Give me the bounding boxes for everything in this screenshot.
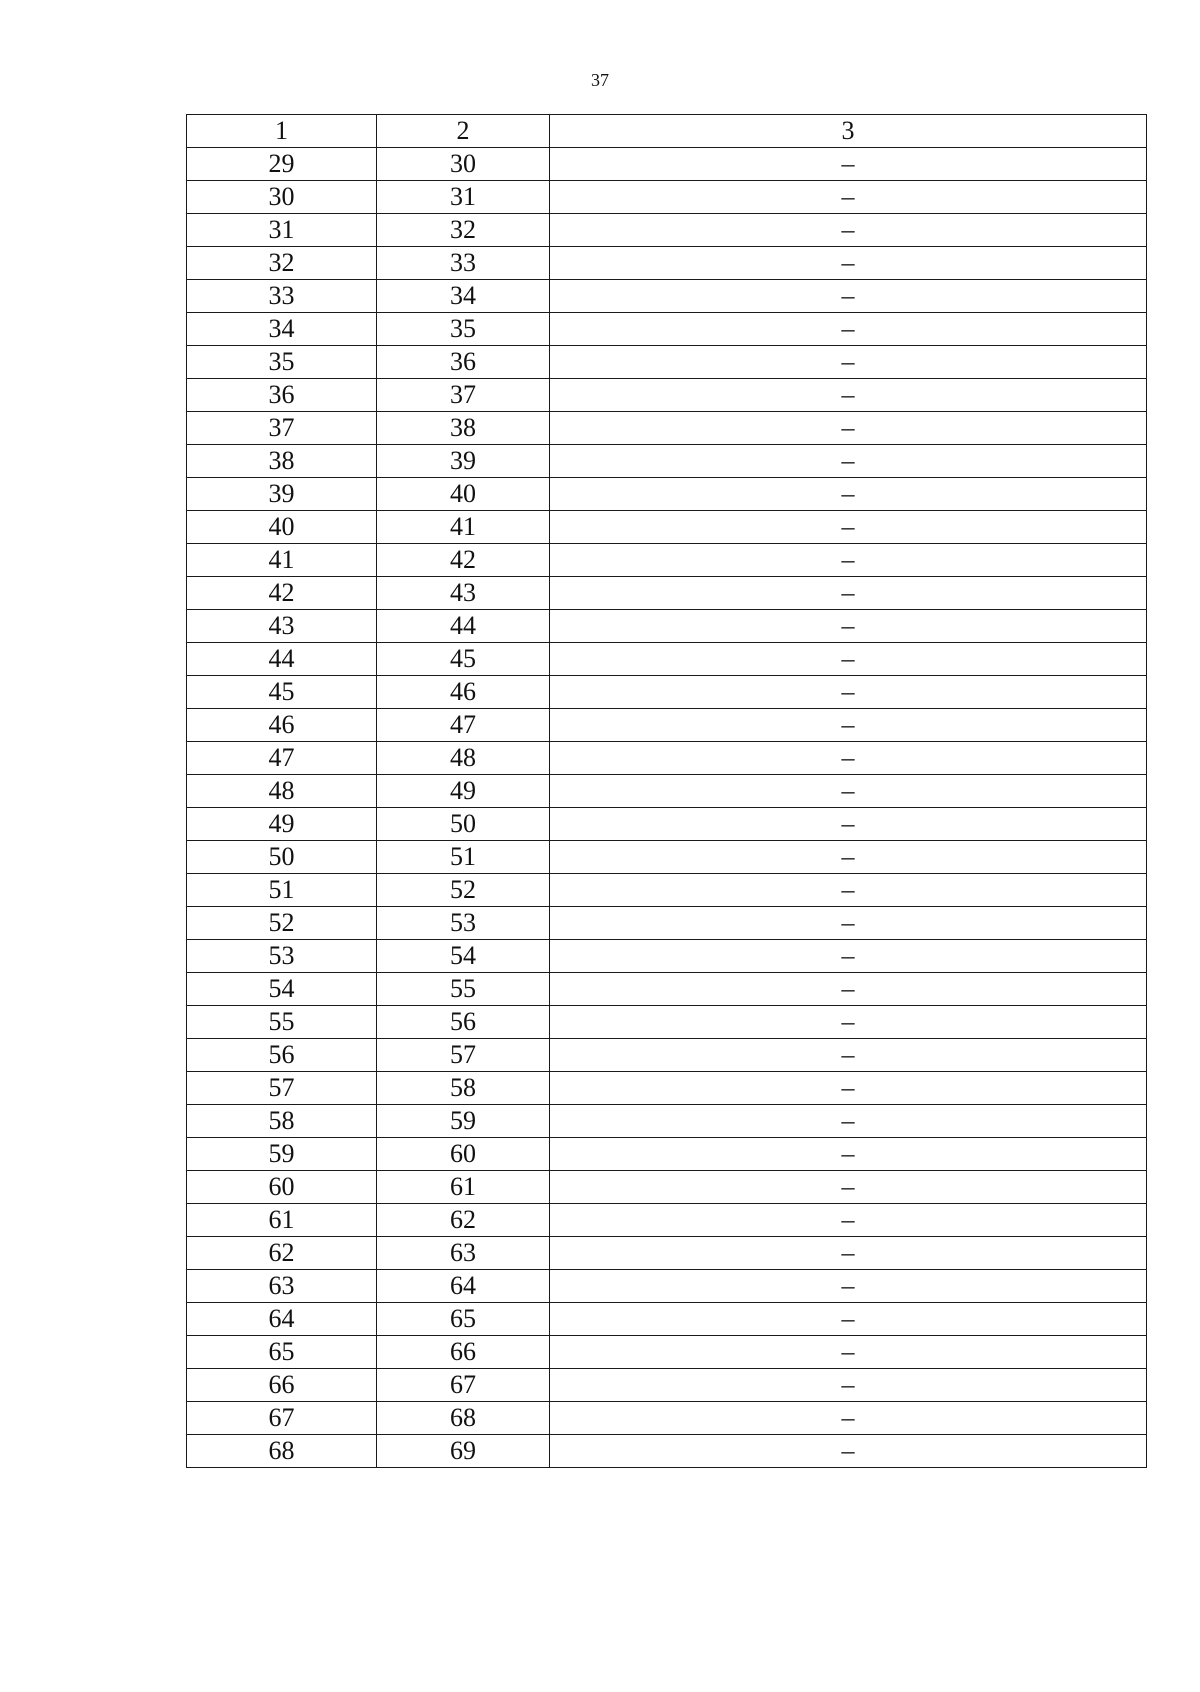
table-row <box>187 610 1147 643</box>
table-cell-col-1: 53 <box>187 940 377 973</box>
table-cell-col-1: 51 <box>187 874 377 907</box>
table-cell-col-1: 45 <box>187 676 377 709</box>
table-row <box>187 1105 1147 1138</box>
table-cell-col-3: – <box>550 775 1147 808</box>
table-cell-col-3: – <box>550 1435 1147 1468</box>
table-row <box>187 742 1147 775</box>
table-cell-col-2: 39 <box>377 445 550 478</box>
table-cell-col-1: 39 <box>187 478 377 511</box>
table-row <box>187 973 1147 1006</box>
table-cell-col-3: – <box>550 214 1147 247</box>
table-cell-col-3: – <box>550 577 1147 610</box>
table-row <box>187 1237 1147 1270</box>
table-cell-col-2: 32 <box>377 214 550 247</box>
table-row <box>187 1006 1147 1039</box>
table-cell-col-1: 32 <box>187 247 377 280</box>
table-row <box>187 511 1147 544</box>
table-cell-col-1: 68 <box>187 1435 377 1468</box>
table-cell-col-2: 56 <box>377 1006 550 1039</box>
table-row <box>187 709 1147 742</box>
table-cell-col-1: 35 <box>187 346 377 379</box>
table-cell-col-3: – <box>550 610 1147 643</box>
table-cell-col-1: 58 <box>187 1105 377 1138</box>
table-cell-col-3: – <box>550 445 1147 478</box>
table-cell-col-2: 57 <box>377 1039 550 1072</box>
table-cell-col-2: 48 <box>377 742 550 775</box>
table-cell-col-3: – <box>550 1303 1147 1336</box>
table-cell-col-2: 35 <box>377 313 550 346</box>
table-cell-col-1: 42 <box>187 577 377 610</box>
table-row <box>187 214 1147 247</box>
table-cell-col-1: 52 <box>187 907 377 940</box>
table-cell-col-2: 62 <box>377 1204 550 1237</box>
table-cell-col-2: 54 <box>377 940 550 973</box>
table-cell-col-2: 31 <box>377 181 550 214</box>
table-cell-col-1: 57 <box>187 1072 377 1105</box>
table-cell-col-2: 58 <box>377 1072 550 1105</box>
table-cell-col-2: 43 <box>377 577 550 610</box>
table-row <box>187 907 1147 940</box>
table-cell-col-1: 46 <box>187 709 377 742</box>
table-cell-col-2: 66 <box>377 1336 550 1369</box>
table-row <box>187 280 1147 313</box>
table-cell-col-1: 67 <box>187 1402 377 1435</box>
table-row <box>187 1171 1147 1204</box>
table-cell-col-1: 41 <box>187 544 377 577</box>
table-cell-col-3: – <box>550 412 1147 445</box>
table-row <box>187 346 1147 379</box>
table-cell-col-1: 30 <box>187 181 377 214</box>
table-cell-col-2: 63 <box>377 1237 550 1270</box>
table-row <box>187 379 1147 412</box>
table-cell-col-1: 66 <box>187 1369 377 1402</box>
table-cell-col-1: 49 <box>187 808 377 841</box>
table-cell-col-1: 63 <box>187 1270 377 1303</box>
table-cell-col-2: 60 <box>377 1138 550 1171</box>
table-cell-col-1: 47 <box>187 742 377 775</box>
table-cell-col-1: 62 <box>187 1237 377 1270</box>
table-cell-col-2: 64 <box>377 1270 550 1303</box>
table-row <box>187 412 1147 445</box>
table-row <box>187 478 1147 511</box>
table-cell-col-1: 65 <box>187 1336 377 1369</box>
table-cell-col-2: 46 <box>377 676 550 709</box>
table-cell-col-1: 40 <box>187 511 377 544</box>
table-row <box>187 247 1147 280</box>
table-cell-col-3: – <box>550 247 1147 280</box>
table-cell-col-2: 42 <box>377 544 550 577</box>
table-cell-col-3: – <box>550 1369 1147 1402</box>
table-cell-col-1: 55 <box>187 1006 377 1039</box>
table-cell-col-3: – <box>550 808 1147 841</box>
table-cell-col-2: 55 <box>377 973 550 1006</box>
table-row <box>187 1369 1147 1402</box>
table-cell-col-1: 44 <box>187 643 377 676</box>
table-cell-col-3: – <box>550 511 1147 544</box>
table-cell-col-2: 45 <box>377 643 550 676</box>
table-row <box>187 1270 1147 1303</box>
table-cell-col-1: 56 <box>187 1039 377 1072</box>
table-cell-col-3: – <box>550 643 1147 676</box>
table-cell-col-2: 51 <box>377 841 550 874</box>
table-cell-col-3: – <box>550 379 1147 412</box>
table-row <box>187 1435 1147 1468</box>
page-number: 37 <box>591 70 609 90</box>
table-cell-col-3: – <box>550 544 1147 577</box>
column-header-3: 3 <box>550 115 1147 148</box>
table-row <box>187 643 1147 676</box>
table-cell-col-2: 38 <box>377 412 550 445</box>
table-cell-col-2: 44 <box>377 610 550 643</box>
table-cell-col-3: – <box>550 346 1147 379</box>
table-row <box>187 1402 1147 1435</box>
table-cell-col-1: 29 <box>187 148 377 181</box>
table-cell-col-3: – <box>550 1204 1147 1237</box>
table-cell-col-1: 50 <box>187 841 377 874</box>
table-body <box>187 148 1147 1468</box>
column-header-1: 1 <box>187 115 377 148</box>
table-row <box>187 1336 1147 1369</box>
table-row <box>187 1303 1147 1336</box>
table-cell-col-3: – <box>550 181 1147 214</box>
table-cell-col-1: 64 <box>187 1303 377 1336</box>
table-cell-col-1: 38 <box>187 445 377 478</box>
table-cell-col-1: 59 <box>187 1138 377 1171</box>
table-cell-col-3: – <box>550 1039 1147 1072</box>
table-cell-col-2: 40 <box>377 478 550 511</box>
column-header-2: 2 <box>377 115 550 148</box>
table-cell-col-3: – <box>550 907 1147 940</box>
table-cell-col-2: 59 <box>377 1105 550 1138</box>
table-row <box>187 1072 1147 1105</box>
table-cell-col-2: 67 <box>377 1369 550 1402</box>
table-row <box>187 775 1147 808</box>
table-cell-col-3: – <box>550 973 1147 1006</box>
table-row <box>187 148 1147 181</box>
table-cell-col-3: – <box>550 676 1147 709</box>
table-row <box>187 1138 1147 1171</box>
table-cell-col-3: – <box>550 1105 1147 1138</box>
table-cell-col-2: 36 <box>377 346 550 379</box>
table-cell-col-3: – <box>550 742 1147 775</box>
table-cell-col-2: 65 <box>377 1303 550 1336</box>
table-cell-col-2: 37 <box>377 379 550 412</box>
table-cell-col-2: 52 <box>377 874 550 907</box>
table-cell-col-3: – <box>550 874 1147 907</box>
table-row <box>187 577 1147 610</box>
table-cell-col-1: 37 <box>187 412 377 445</box>
table-row <box>187 874 1147 907</box>
table-cell-col-1: 33 <box>187 280 377 313</box>
table-row <box>187 1039 1147 1072</box>
table-cell-col-1: 34 <box>187 313 377 346</box>
table-row <box>187 808 1147 841</box>
table-cell-col-2: 50 <box>377 808 550 841</box>
table-cell-col-3: – <box>550 1402 1147 1435</box>
table-cell-col-3: – <box>550 313 1147 346</box>
table-cell-col-2: 41 <box>377 511 550 544</box>
table-cell-col-3: – <box>550 841 1147 874</box>
table-cell-col-3: – <box>550 1138 1147 1171</box>
table-cell-col-1: 48 <box>187 775 377 808</box>
table-cell-col-2: 33 <box>377 247 550 280</box>
table-cell-col-2: 34 <box>377 280 550 313</box>
table-cell-col-1: 43 <box>187 610 377 643</box>
table-cell-col-3: – <box>550 148 1147 181</box>
table-row <box>187 181 1147 214</box>
table-cell-col-2: 69 <box>377 1435 550 1468</box>
table-cell-col-1: 36 <box>187 379 377 412</box>
table-cell-col-3: – <box>550 280 1147 313</box>
table-cell-col-2: 68 <box>377 1402 550 1435</box>
table-row <box>187 841 1147 874</box>
table-cell-col-1: 54 <box>187 973 377 1006</box>
table-cell-col-3: – <box>550 940 1147 973</box>
table-cell-col-1: 61 <box>187 1204 377 1237</box>
table-row <box>187 544 1147 577</box>
table-cell-col-2: 30 <box>377 148 550 181</box>
table-cell-col-3: – <box>550 1072 1147 1105</box>
data-table <box>186 114 1147 1468</box>
table-row <box>187 676 1147 709</box>
table-cell-col-3: – <box>550 1171 1147 1204</box>
table-cell-col-3: – <box>550 478 1147 511</box>
table-cell-col-3: – <box>550 1006 1147 1039</box>
table-row <box>187 445 1147 478</box>
table-cell-col-1: 31 <box>187 214 377 247</box>
table-row <box>187 313 1147 346</box>
table-cell-col-2: 61 <box>377 1171 550 1204</box>
table-row <box>187 1204 1147 1237</box>
table-cell-col-2: 47 <box>377 709 550 742</box>
table-cell-col-1: 60 <box>187 1171 377 1204</box>
table-header-row <box>187 115 1147 148</box>
table-cell-col-3: – <box>550 1237 1147 1270</box>
table-cell-col-2: 53 <box>377 907 550 940</box>
table-cell-col-3: – <box>550 1270 1147 1303</box>
table-cell-col-2: 49 <box>377 775 550 808</box>
table-row <box>187 940 1147 973</box>
table-cell-col-3: – <box>550 1336 1147 1369</box>
table-cell-col-3: – <box>550 709 1147 742</box>
